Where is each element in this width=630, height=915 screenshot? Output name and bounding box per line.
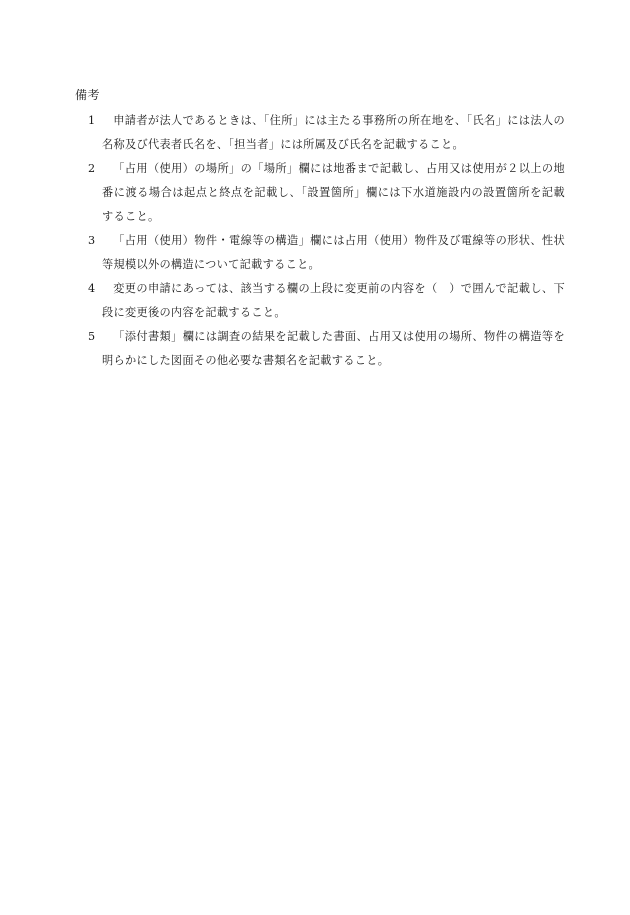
note-text: 「占用（使用）物件・電線等の構造」欄には占用（使用）物件及び電線等の形状、性状等規模以外の構造について記載すること。 <box>102 234 565 271</box>
note-item-4 <box>75 277 565 325</box>
note-number: 1 <box>88 114 96 127</box>
notes-title: 備考 <box>75 88 101 102</box>
note-number: 2 <box>88 162 96 175</box>
notes-section <box>75 85 565 373</box>
note-item-3 <box>75 229 565 277</box>
note-number: 5 <box>88 330 96 343</box>
note-item-5 <box>75 325 565 373</box>
note-text: 申請者が法人であるときは、「住所」には主たる事務所の所在地を、「氏名」には法人の名称及び代表者氏名を、「担当者」には所属及び氏名を記載すること。 <box>102 114 565 151</box>
note-item-2 <box>75 157 565 229</box>
note-text: 「占用（使用）の場所」の「場所」欄には地番まで記載し、占用又は使用が２以上の地番に渡る場合は起点と終点を記載し、「設置箇所」欄には下水道施設内の設置箇所を記載すること。 <box>102 162 565 223</box>
note-number: 4 <box>88 282 96 295</box>
note-item-1 <box>75 109 565 157</box>
note-text: 「添付書類」欄には調査の結果を記載した書面、占用又は使用の場所、物件の構造等を明らかにした図面その他必要な書類名を記載すること。 <box>102 330 565 367</box>
note-number: 3 <box>88 234 96 247</box>
note-text: 変更の申請にあっては、該当する欄の上段に変更前の内容を（ ）で囲んで記載し、下段に変更後の内容を記載すること。 <box>102 282 565 319</box>
